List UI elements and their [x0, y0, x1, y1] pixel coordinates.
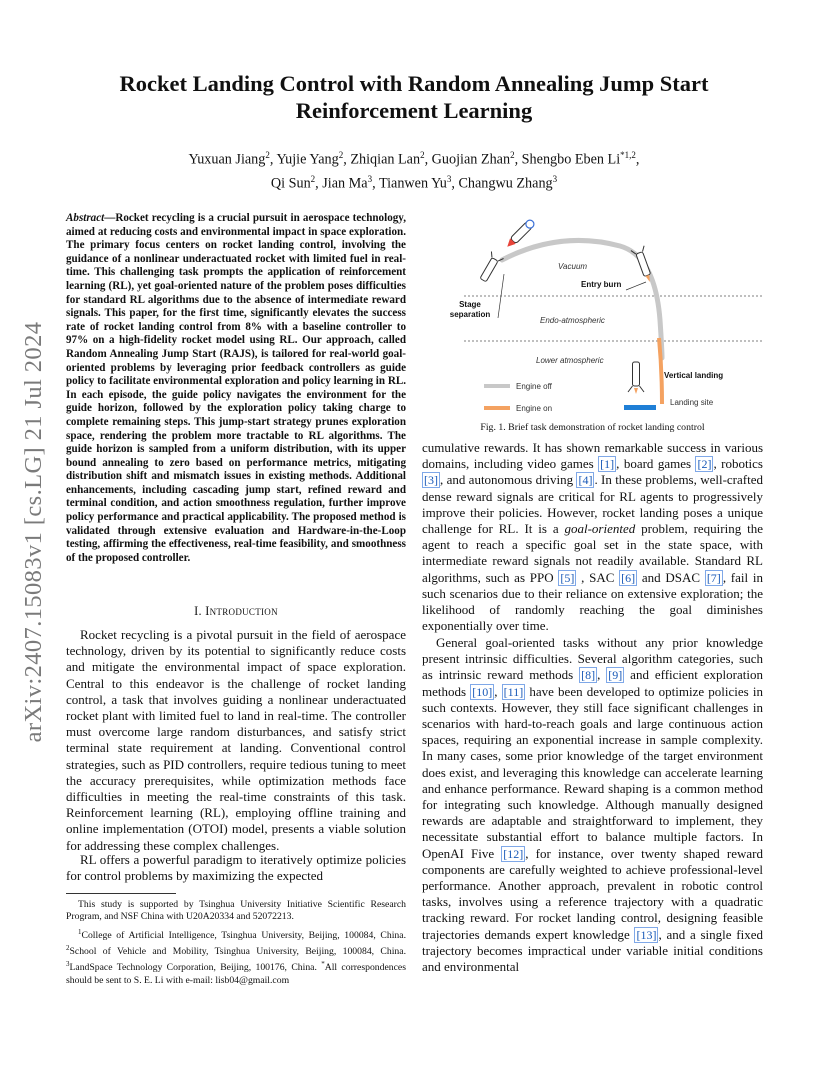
author-line-2: Qi Sun$^2$, Jian Ma$^3$, Tianwen Yu$^3$, Changwu Zhang$^3$: [270, 173, 558, 192]
figure-caption: Fig. 1. Brief task demonstration of rocket landing control: [480, 422, 705, 433]
author-name: Shengbo Eben Li: [521, 151, 621, 168]
paragraph-text: , board games: [616, 456, 696, 472]
footnote-mark: 3: [66, 960, 70, 969]
author-name: Jian Ma: [322, 175, 368, 192]
footnote-mark: *: [321, 960, 325, 969]
author-affiliation-mark: 2: [265, 150, 270, 160]
author-affiliation-mark: 3: [552, 173, 558, 184]
paragraph-text: and efficient exploration methods: [422, 667, 763, 699]
paragraph-text: , SAC: [576, 569, 620, 585]
footnote-affiliation-text: All correspondences should be sent to S. E. Li with e-mail: lisb04@gmail.com: [66, 962, 406, 986]
paragraph-text: , fail in such scenarios due to their reliance on extensive exploration; the likelihood of randomly reaching the goal diminishes exponentially over time.: [422, 569, 763, 634]
paragraph-text: . In these problems, well-crafted dense reward signals are critical for RL agents to progressively improve their policies. However, rocket landing poses a unique challenge for RL. It is a: [422, 472, 763, 537]
rocket-landing-icon: [628, 362, 644, 394]
arxiv-id: arXiv:2407.15083v1 [cs.LG] 21 Jul 2024: [20, 321, 47, 743]
label-landing-site: Landing site: [670, 398, 714, 407]
citation-link[interactable]: [6]: [621, 570, 636, 585]
label-stage-separation-box: [442, 300, 498, 324]
legend-engine-off: Engine off: [516, 382, 552, 391]
abstract: [66, 212, 406, 565]
emphasis-text: goal-oriented: [564, 521, 636, 537]
citation-link[interactable]: [3]: [424, 473, 438, 488]
paragraph-text: cumulative rewards. It has shown remarkable success in various domains, including video games: [422, 440, 763, 472]
author-list: [90, 146, 738, 193]
citation-link[interactable]: [7]: [706, 570, 721, 585]
footnotes: [66, 899, 406, 990]
intro-paragraph-2: RL offers a powerful paradigm to iteratively optimize policies for control problems by maximizing the expected: [66, 852, 406, 884]
author-name: Yujie Yang: [276, 151, 339, 168]
paragraph-text: ,: [494, 683, 502, 699]
author-name: Changwu Zhang: [458, 175, 553, 192]
footnote-mark: 1: [78, 928, 82, 936]
citation-link[interactable]: [5]: [560, 570, 575, 585]
pointer-stage-separation: [498, 274, 504, 318]
paragraph-text: ,: [597, 667, 607, 683]
abstract-lead: Abstract: [66, 212, 105, 224]
citation-link[interactable]: [9]: [608, 668, 623, 683]
right-paragraph-2: [422, 635, 763, 975]
author-name: Yuxuan Jiang: [188, 151, 266, 168]
author-affiliation-mark: 3: [367, 173, 373, 184]
author-name: Zhiqian Lan: [350, 151, 421, 168]
label-stage-separation: Stage separation: [449, 300, 491, 319]
paper-title: Rocket Landing Control with Random Annealing Jump Start Reinforcement Learning: [119, 71, 709, 123]
label-endo: Endo-atmospheric: [540, 316, 605, 325]
paragraph-text: , and a single fixed trajectory becomes impractical under variable initial conditions and environmental: [422, 926, 763, 975]
footnote-affiliations: [66, 926, 406, 987]
label-lower: Lower atmospheric: [536, 356, 604, 365]
rocket-upper-stage-icon: [504, 218, 535, 249]
author-line-1: Yuxuan Jiang$^2$, Yujie Yang$^2$, Zhiqian Lan$^2$, Guojian Zhan$^2$, Shengbo Eben Li$^{*1,2}$,: [188, 150, 640, 168]
legend-engine-on: Engine on: [516, 404, 553, 413]
citation-link[interactable]: [8]: [581, 668, 596, 683]
figure-diagram: [440, 210, 768, 416]
rocket-separated-icon: [477, 252, 504, 284]
right-paragraph-1: [422, 440, 763, 634]
footnote-support: This study is supported by Tsinghua University Initiative Scientific Research Program, and NSF China with U20A20334 and 52072213.: [66, 899, 406, 922]
author-name: Tianwen Yu: [378, 175, 447, 192]
author-affiliation-mark: 2: [310, 173, 316, 184]
label-vertical-landing: Vertical landing: [664, 371, 724, 380]
author-affiliation-mark: 2: [510, 150, 515, 160]
citation-link[interactable]: [2]: [697, 457, 712, 472]
footnote-mark: 2: [66, 944, 70, 953]
citation-link[interactable]: [12]: [503, 846, 524, 861]
label-entry-burn: Entry burn: [581, 280, 622, 289]
paragraph-text: , for instance, over twenty shaped reward components are carefully weighted to achieve professional-level performance. Another approach, prevalent in robotic control tasks, involves using a reference trajectory with a quadratic tracking reward. For rocket landing control, designing feasible trajectories demands expert knowledge: [422, 845, 763, 942]
figure-1: [440, 210, 768, 416]
footnote-affiliation-text: LandSpace Technology Corporation, Beijing, 100176, China.: [69, 962, 322, 974]
author-affiliation-mark: 3: [446, 173, 452, 184]
author-affiliation-mark: 2: [338, 150, 344, 160]
author-name: Guojian Zhan: [431, 151, 511, 168]
citation-link[interactable]: [11]: [503, 684, 524, 699]
citation-link[interactable]: [13]: [636, 927, 657, 942]
footnote-affiliation-text: School of Vehicle and Mobility, Tsinghua University, Beijing, 100084, China.: [69, 946, 406, 958]
trajectory-engine-on: [659, 338, 662, 404]
author-name: Qi Sun: [270, 175, 311, 192]
abstract-body: —Rocket recycling is a crucial pursuit in aerospace technology, aimed at reducing costs and environmental impact in space exploration. The primary focus centers on rocket landing control, involving the guidance of a nonlinear underactuated rocket with limited fuel in real-time. This challenging task prompts the application of reinforcement learning (RL), yet goal-oriented nature of the problem poses difficulties for standard RL algorithms due to the absence of intermediate reward signals. This paper, for the first time, significantly elevates the success rate of rocket landing control from 8% with a baseline controller to 97% on a high-fidelity rocket model using RL. Our approach, called Random Annealing Jump Start (RAJS), is tailored for real-world goal-oriented problems by leveraging prior feedback controllers as guide policy to facilitate environmental exploration and policy learning in RL. In each episode, the guide policy navigates the environment for the guide horizon, followed by the exploration policy taking charge to complete remaining steps. This jump-start strategy prunes exploration space, rendering the problem more tractable to RL algorithms. The guide horizon is sampled from a uniform distribution, with its upper bound annealing to zero based on performance metrics, mitigating distribution shift and mismatch issues in existing methods. Additional enhancements, including cascading jump start, refined reward and terminal condition, and action smoothness regulation, further improve policy performance and practical applicability. The proposed method is validated through extensive evaluation and Hardware-in-the-Loop testing, affirming the effectiveness, real-time feasibility, and smoothness of the proposed controller.: [66, 212, 407, 564]
paragraph-text: and DSAC: [637, 569, 705, 585]
paragraph-text: problem, requiring the agent to reach a specific goal set in the state space, with intermediate reward signals not readily available. Standard RL algorithms, such as PPO: [422, 521, 763, 585]
landing-site-marker: [624, 405, 656, 410]
author-affiliation-mark: *1,2: [620, 150, 636, 160]
section-heading-text: I. Introduction: [194, 604, 278, 618]
label-vacuum: Vacuum: [558, 262, 588, 271]
intro-paragraph-1: Rocket recycling is a pivotal pursuit in the field of aerospace technology, driven by its potential to significantly reduce costs and mitigate the environmental impact of space exploration. Central to this endeavor is the challenge of rocket landing control, a task that involves guiding a nonlinear underactuated rocket plant with limited fuel to land in real-time. The controller must overcome large random disturbances, and satisfy strict terminal state requirement at landing. Conventional control strategies, such as PID controllers, require tedious tuning to meet the accuracy prerequisites, while optimization methods face difficulties in meeting the real-time constraints of this task. Reinforcement learning (RL), employing offline training and online implementation (OTOI) model, presents a viable solution for addressing these complex challenges.: [66, 627, 406, 853]
author-affiliation-mark: 2: [420, 150, 425, 160]
citation-link[interactable]: [10]: [472, 684, 493, 699]
footnote-rule: [66, 893, 176, 894]
section-heading: [66, 604, 406, 619]
citation-link[interactable]: [4]: [578, 473, 593, 488]
footnote-affiliation-text: College of Artificial Intelligence, Tsinghua University, Beijing, 100084, China.: [81, 930, 406, 942]
paragraph-text: General goal-oriented tasks without any prior knowledge present intrinsic difficulties. Several algorithm categories, such as intrinsic reward methods: [422, 635, 763, 683]
arxiv-stamp: [8, 296, 60, 768]
paragraph-text: , robotics: [713, 456, 763, 472]
paragraph-text: have been developed to optimize policies in such contexts. However, they still face significant challenges in scenarios with hard-to-reach goals and large continuous action spaces, requiring an exponential increase in sample complexity. In many cases, some prior knowledge of the target environment does exist, and leveraging this knowledge can accelerate learning and enhance performance. Reward shaping is a common method for integrating such knowledge. Although manually designed rewards are adaptable and straightforward to implement, they necessitate substantial effort to balance multiple factors. In OpenAI Five: [422, 683, 763, 861]
pointer-entry-burn: [626, 282, 646, 290]
citation-link[interactable]: [1]: [600, 457, 615, 472]
paragraph-text: , and autonomous driving: [440, 472, 577, 488]
